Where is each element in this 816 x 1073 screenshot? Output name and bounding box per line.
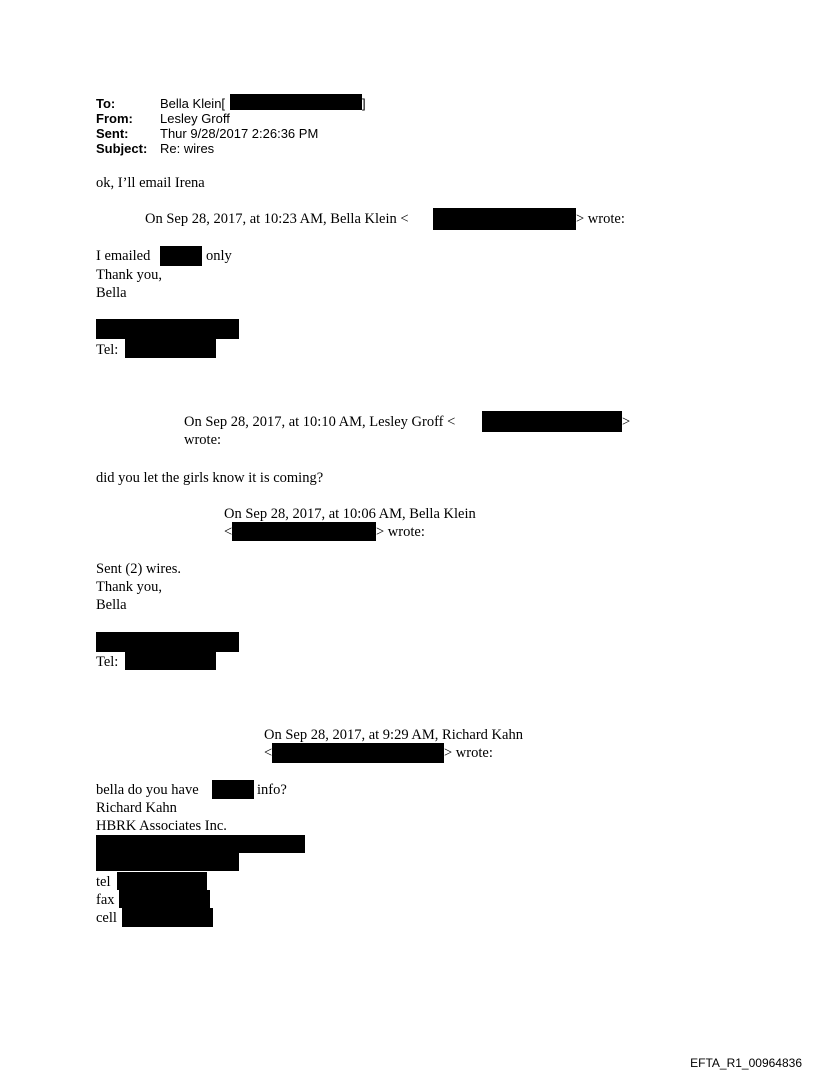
redaction-block (96, 835, 305, 853)
message-line: only (206, 248, 232, 264)
redaction-block (232, 522, 376, 541)
message-line: info? (257, 782, 287, 798)
redaction-block (96, 853, 239, 871)
redaction-block (433, 208, 576, 230)
sent-label: Sent: (96, 126, 129, 141)
quote-intro-line2-end: > wrote: (376, 524, 425, 540)
tel-label: Tel: (96, 342, 119, 358)
tel-label: Tel: (96, 654, 119, 670)
redaction-block (119, 890, 210, 908)
redaction-block (96, 319, 239, 339)
redaction-block (482, 411, 622, 432)
quote-intro-line2-end: > wrote: (444, 745, 493, 761)
quote-intro: On Sep 28, 2017, at 10:10 AM, Lesley Groff < (184, 414, 456, 430)
fax-label: fax (96, 892, 115, 908)
quote-intro-end: > (622, 414, 631, 430)
sent-value: Thur 9/28/2017 2:26:36 PM (160, 126, 319, 141)
subject-label: Subject: (96, 141, 148, 156)
reply-text: ok, I’ll email Irena (96, 175, 205, 191)
redaction-block (122, 908, 213, 927)
quote-intro-line2-start: < (264, 745, 273, 761)
redaction-block (96, 632, 239, 652)
cell-label: cell (96, 910, 117, 926)
redaction-block (125, 339, 216, 358)
quote-intro-line2-start: < (224, 524, 233, 540)
to-value-end: ] (362, 96, 366, 111)
quote-intro: On Sep 28, 2017, at 10:06 AM, Bella Klein (224, 506, 476, 522)
signature-company: HBRK Associates Inc. (96, 818, 227, 834)
message-line: bella do you have (96, 782, 199, 798)
to-value: Bella Klein[ (160, 96, 226, 111)
message-line: Thank you, (96, 579, 163, 595)
redaction-block (212, 780, 254, 799)
document-id: EFTA_R1_00964836 (690, 1056, 802, 1070)
redaction-block (272, 743, 444, 763)
quote-intro-line2: wrote: (184, 432, 222, 448)
quote-intro: On Sep 28, 2017, at 10:23 AM, Bella Klein < (145, 211, 409, 227)
message-line: Bella (96, 285, 127, 301)
message-line: I emailed (96, 248, 151, 264)
tel-label: tel (96, 874, 111, 890)
from-value: Lesley Groff (160, 111, 230, 126)
redaction-block (125, 651, 216, 670)
to-label: To: (96, 96, 116, 111)
message-line: Bella (96, 597, 127, 613)
message-line: did you let the girls know it is coming? (96, 470, 324, 486)
redaction-block (117, 872, 207, 890)
redaction-block (160, 246, 202, 266)
message-line: Thank you, (96, 267, 163, 283)
subject-value: Re: wires (160, 141, 215, 156)
redaction-block (230, 94, 362, 110)
quote-intro-end: > wrote: (576, 211, 625, 227)
signature-name: Richard Kahn (96, 800, 177, 816)
from-label: From: (96, 111, 133, 126)
quote-intro: On Sep 28, 2017, at 9:29 AM, Richard Kahn (264, 727, 523, 743)
message-line: Sent (2) wires. (96, 561, 181, 577)
